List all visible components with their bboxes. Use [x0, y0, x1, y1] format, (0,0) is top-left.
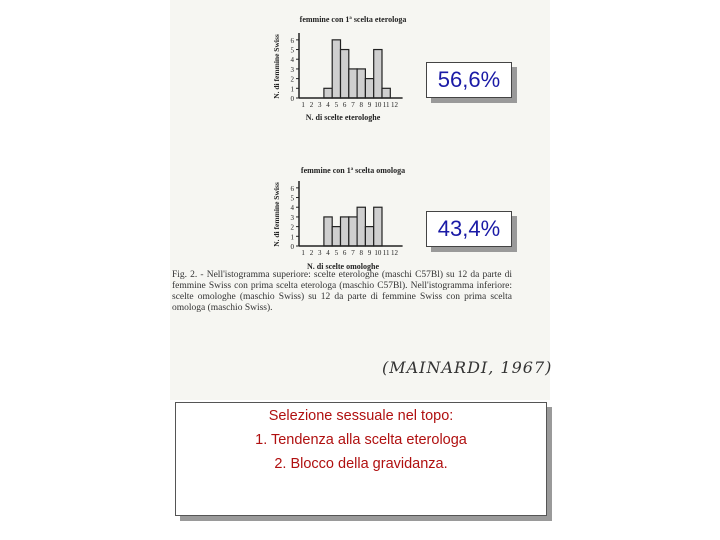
y-tick-label: 2	[290, 223, 294, 232]
x-tick-label: 10	[374, 249, 382, 257]
y-tick-label: 4	[290, 56, 294, 65]
x-tick-label: 1	[301, 101, 305, 109]
summary-title: Selezione sessuale nel topo:	[268, 408, 454, 424]
y-tick-label: 4	[290, 204, 294, 213]
figure-caption: Fig. 2. - Nell'istogramma superiore: scelte eterologhe (maschi C57Bl) su 12 da parte di femmine Swiss con prima scelta eterologa (maschio C57Bl). Nell'istogramma inferiore: scelte omologhe (maschio Swiss) su 12 da parte di femmine Swiss con prima scelta omologa (maschio Swiss).	[172, 270, 512, 313]
x-tick-label: 6	[342, 249, 347, 257]
x-tick-label: 9	[367, 249, 372, 257]
y-tick-label: 5	[290, 46, 294, 55]
histogram-bar	[332, 40, 340, 98]
chart-title: femmine con 1ª scelta omologa	[300, 166, 406, 175]
y-tick-label: 1	[290, 233, 294, 242]
histogram-bar	[349, 69, 357, 98]
histogram-bar	[332, 227, 340, 246]
histogram-bar	[341, 217, 349, 246]
x-tick-label: 3	[318, 249, 322, 257]
y-tick-label: 3	[290, 213, 294, 222]
x-tick-label: 5	[334, 249, 339, 257]
histogram-bar	[365, 79, 373, 98]
histogram-bar	[357, 207, 365, 246]
y-axis-label: N. di femmine Swiss	[272, 182, 281, 247]
histogram-bar	[349, 217, 357, 246]
histogram-bar	[374, 50, 382, 98]
histogram-bar	[374, 207, 382, 246]
x-tick-label: 2	[309, 101, 314, 109]
x-tick-label: 12	[390, 101, 398, 109]
chart-title: femmine con 1ª scelta eterologa	[299, 15, 407, 24]
y-tick-label: 0	[290, 95, 294, 103]
y-tick-label: 6	[290, 36, 294, 45]
x-tick-label: 8	[359, 101, 363, 109]
x-axis-label: N. di scelte eterologhe	[305, 113, 381, 122]
x-tick-label: 10	[374, 101, 382, 109]
summary-point-1: 1. Tendenza alla scelta eterologa	[255, 432, 467, 448]
histogram-bar	[365, 227, 373, 246]
percent-homologous-badge: 43,4%	[426, 211, 512, 247]
x-tick-label: 8	[359, 249, 363, 257]
y-tick-label: 0	[290, 243, 294, 251]
y-tick-label: 2	[290, 75, 294, 84]
y-tick-label: 6	[290, 184, 294, 193]
x-tick-label: 9	[367, 101, 372, 109]
x-tick-label: 7	[351, 249, 355, 257]
x-tick-label: 11	[382, 101, 390, 109]
x-tick-label: 5	[334, 101, 339, 109]
histogram-bar	[382, 88, 390, 98]
summary-box	[175, 402, 547, 516]
x-tick-label: 1	[301, 249, 305, 257]
histogram-bar	[357, 69, 365, 98]
y-tick-label: 5	[290, 194, 294, 203]
citation-handwritten: (MAINARDI, 1967)	[382, 358, 553, 377]
summary-point-2: 2. Blocco della gravidanza.	[274, 456, 448, 472]
histogram-bar	[324, 217, 332, 246]
x-tick-label: 4	[326, 249, 330, 257]
histogram-bar	[324, 88, 332, 98]
y-tick-label: 1	[290, 85, 294, 94]
x-tick-label: 2	[309, 249, 314, 257]
x-tick-label: 7	[351, 101, 355, 109]
x-tick-label: 6	[342, 101, 347, 109]
y-tick-label: 3	[290, 65, 294, 74]
x-tick-label: 12	[390, 249, 398, 257]
histogram-bar	[341, 50, 349, 98]
x-axis-label: N. di scelte omologhe	[307, 262, 379, 271]
x-tick-label: 4	[326, 101, 330, 109]
x-tick-label: 11	[382, 249, 390, 257]
y-axis-label: N. di femmine Swiss	[272, 34, 281, 99]
x-tick-label: 3	[318, 101, 322, 109]
percent-heterologous-badge: 56,6%	[426, 62, 512, 98]
